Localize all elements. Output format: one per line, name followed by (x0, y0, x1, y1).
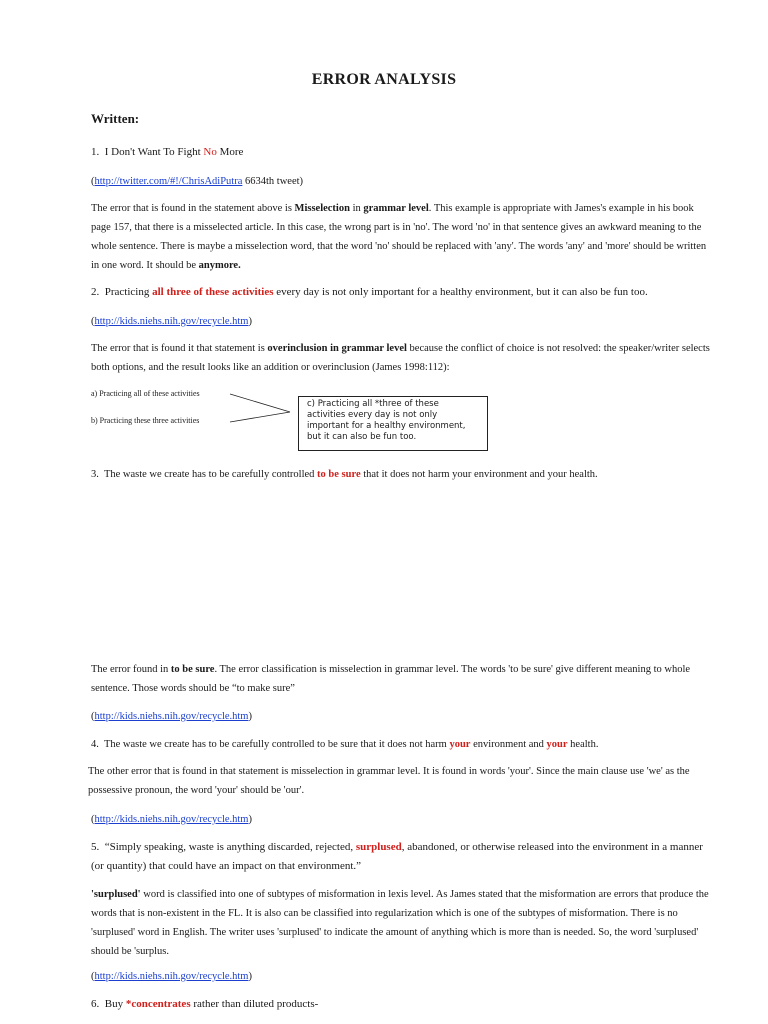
item-4-number: 4. (91, 739, 99, 750)
item-4-error-word-2: your (546, 739, 568, 750)
example-b: b) Practicing these three activities (91, 416, 200, 425)
item-2-source-link[interactable]: http://kids.niehs.nih.gov/recycle.htm (94, 316, 249, 327)
item-2-explanation: The error that is found it that statement is overinclusion in grammar level because the conflict of choice is not resolved: the speaker/writer selects both options, and the result looks like an addition or overinclusion (James 1998:112): (91, 343, 710, 373)
item-5-number: 5. (91, 841, 100, 853)
item-5-sentence: 5. “Simply speaking, waste is anything discarded, rejected, surplused, abandoned, or otherwise released into the environment in a manner (or quantity) that could have an impact on that environment.” (91, 841, 703, 872)
item-4-source: (http://kids.niehs.nih.gov/recycle.htm) (91, 814, 252, 825)
item-1-source: (http://twitter.com/#!/ChrisAdiPutra 6634th tweet) (91, 176, 304, 187)
item-1-source-link[interactable]: http://twitter.com/#!/ChrisAdiPutra (94, 176, 243, 187)
item-1-sentence: 1. I Don't Want To Fight No More (91, 146, 244, 158)
example-a: a) Practicing all of these activities (91, 389, 200, 398)
item-6-sentence: 6. Buy *concentrates rather than diluted products- (91, 998, 319, 1010)
item-2-sentence: 2. Practicing all three of these activities every day is not only important for a healthy environment, but it can also be fun too. (91, 286, 648, 298)
item-6-number: 6. (91, 998, 100, 1010)
item-3-source: (http://kids.niehs.nih.gov/recycle.htm) (91, 711, 252, 722)
item-5-source: (http://kids.niehs.nih.gov/recycle.htm) (91, 971, 252, 982)
item-1-explanation: The error that is found in the statement above is Misselection in grammar level. This example is appropriate with James's example in his book page 157, that there is a misselected article. In this case, the wrong part is in 'no'. The word 'no' in that sentence gives an awkward meaning to the whole sentence. There is maybe a misselection word, that the word 'no' should be replaced with 'any'. The words 'any' and 'more' should be written in one word. It should be anymore. (91, 203, 707, 271)
item-1-error-word: No (203, 146, 217, 158)
item-2-source: (http://kids.niehs.nih.gov/recycle.htm) (91, 316, 252, 327)
section-heading: Written: (91, 111, 140, 126)
item-2-error-phrase: all three of these activities (152, 286, 274, 298)
item-4-source-link[interactable]: http://kids.niehs.nih.gov/recycle.htm (94, 814, 249, 825)
item-4-sentence: 4. The waste we create has to be carefully controlled to be sure that it does not harm your environment and your health. (91, 739, 599, 750)
item-6-error-word: *concentrates (125, 998, 191, 1010)
item-3-source-link[interactable]: http://kids.niehs.nih.gov/recycle.htm (94, 711, 249, 722)
item-4-error-word-1: your (449, 739, 471, 750)
item-5-explanation: 'surplused' word is classified into one of subtypes of misformation in lexis level. As James stated that the misformation are errors that produce the words that is non-existent in the FL. It is also can be classified into regularization which is one of the subtypes of misformation. There is no 'surplused' word in English. The writer uses 'surplused' to indicate the amount of anything which is more than is needed. So, the word 'surplused' should be 'surplus. (91, 889, 709, 957)
example-c-box: c) Practicing all *three of these activities every day is not only important for a healthy environment, but it can also be fun too. (298, 396, 488, 451)
item-5-source-link[interactable]: http://kids.niehs.nih.gov/recycle.htm (94, 971, 249, 982)
item-5-error-word: surplused (355, 841, 402, 853)
item-1-number: 1. (91, 146, 100, 158)
item-3-number: 3. (91, 469, 99, 480)
document-title: ERROR ANALYSIS (311, 71, 457, 88)
item-3-error-phrase: to be sure (317, 469, 361, 480)
item-4-explanation: The other error that is found in that statement is misselection in grammar level. It is found in words 'your'. Since the main clause use 'we' as the possessive pronoun, the word 'your' should be 'our'. (88, 766, 690, 796)
item-3-explanation: The error found in to be sure. The error classification is misselection in grammar level. The words 'to be sure' give different meaning to whole sentence. Those words should be “to make sure” (91, 664, 691, 694)
item-3-sentence: 3. The waste we create has to be carefully controlled to be sure that it does not harm your environment and your health. (91, 469, 598, 480)
item-2-number: 2. (91, 286, 100, 298)
